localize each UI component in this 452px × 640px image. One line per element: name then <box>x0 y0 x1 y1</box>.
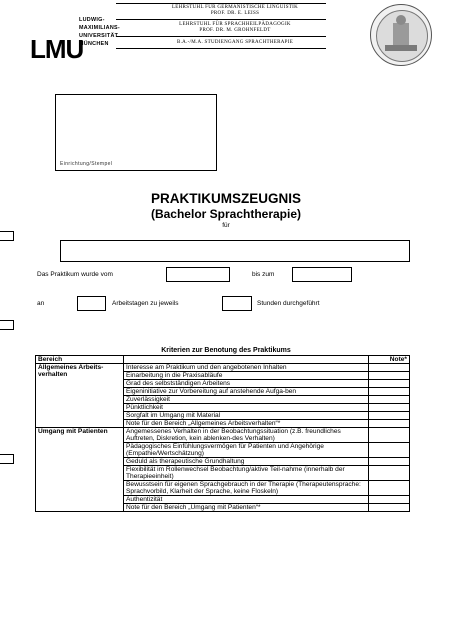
criterion-cell: Geduld als therapeutische Grundhaltung <box>124 458 369 466</box>
document-subtitle: (Bachelor Sprachtherapie) <box>150 207 302 221</box>
fuer-label: für <box>222 222 230 229</box>
criterion-cell: Angemessenes Verhalten in der Beobachtungssituation (z.B. freundliches Auftreten, Diskretion, kein ablenken-des Verhalten) <box>124 428 369 443</box>
grade-field[interactable] <box>369 372 410 380</box>
criterion-cell: Interesse am Praktikum und den angebotenen Inhalten <box>124 364 369 372</box>
table-row <box>36 364 410 372</box>
header-rule-3 <box>116 48 326 49</box>
section-label: Allgemeines Arbeits-verhalten <box>36 364 124 428</box>
university-name: LUDWIG- MAXIMILIANS- UNIVERSITÄT MÜNCHEN <box>79 17 121 47</box>
until-label: bis zum <box>252 271 275 278</box>
grade-field[interactable] <box>369 458 410 466</box>
table-row <box>36 428 410 443</box>
section-label: Umgang mit Patienten <box>36 428 124 512</box>
document-title: PRAKTIKUMSZEUGNIS <box>150 191 301 206</box>
criterion-cell: Note für den Bereich „Allgemeines Arbeitsverhalten“* <box>124 420 369 428</box>
table-caption: Kriterien zur Benotung des Praktikums <box>161 347 291 354</box>
grade-field[interactable] <box>369 404 410 412</box>
workdays-label: Arbeitstagen zu jeweils <box>112 300 179 307</box>
grade-field[interactable] <box>369 496 410 504</box>
criterion-cell: Flexibilität im Rollenwechsel Beobachtung/aktive Teil-nahme (innerhalb der Therapieeinheit) <box>124 466 369 481</box>
header-rule-1 <box>116 19 326 20</box>
lmu-logo: LMU <box>30 34 84 64</box>
criterion-cell: Einarbeitung in die Praxisabläufe <box>124 372 369 380</box>
workdays-field[interactable] <box>77 296 106 311</box>
start-date-field[interactable] <box>166 267 230 282</box>
stamp-box[interactable] <box>55 94 217 171</box>
on-label: an <box>37 300 45 307</box>
grade-field[interactable] <box>369 466 410 481</box>
criteria-table <box>35 355 410 512</box>
university-seal-icon <box>370 4 432 66</box>
period-label: Das Praktikum wurde vom <box>37 271 113 278</box>
criterion-cell: Sorgfalt im Umgang mit Material <box>124 412 369 420</box>
col-header-bereich: Bereich <box>36 356 124 364</box>
criterion-cell: Grad des selbstständigen Arbeitens <box>124 380 369 388</box>
grade-field[interactable] <box>369 481 410 496</box>
dept-sprachheil: LEHRSTUHL FÜR SPRACHHEILPÄDAGOGIK PROF. DR. M. GROHNFELDT <box>179 22 291 33</box>
end-date-field[interactable] <box>292 267 352 282</box>
grade-field[interactable] <box>369 504 410 512</box>
grade-field[interactable] <box>369 412 410 420</box>
criterion-cell: Pünktlichkeit <box>124 404 369 412</box>
criterion-cell: Authentizität <box>124 496 369 504</box>
criterion-cell: Zuverlässigkeit <box>124 396 369 404</box>
punch-mark <box>0 320 14 330</box>
col-header-note: Note* <box>369 356 410 364</box>
punch-mark <box>0 454 14 464</box>
grade-field[interactable] <box>369 428 410 443</box>
header-rule-top <box>116 3 326 4</box>
student-name-field[interactable] <box>60 240 410 262</box>
grade-field[interactable] <box>369 380 410 388</box>
grade-field[interactable] <box>369 364 410 372</box>
hours-field[interactable] <box>222 296 252 311</box>
hours-label: Stunden durchgeführt <box>257 300 320 307</box>
table-header-row <box>36 356 410 364</box>
col-header-criterion <box>124 356 369 364</box>
grade-field[interactable] <box>369 396 410 404</box>
grade-field[interactable] <box>369 443 410 458</box>
stamp-label: Einrichtung/Stempel <box>60 161 113 167</box>
punch-mark <box>0 231 14 241</box>
criterion-cell: Eigeninitiative zur Vorbereitung auf anstehende Aufga-ben <box>124 388 369 396</box>
criterion-cell: Note für den Bereich „Umgang mit Patienten“* <box>124 504 369 512</box>
header-rule-2 <box>116 36 326 37</box>
criterion-cell: Bewusstsein für eigenen Sprachgebrauch in der Therapie (Therapeutensprache: Sprachvorbild, Klarheit der Sprache, keine Floskeln) <box>124 481 369 496</box>
dept-program: B.A.-/M.A. STUDIENGANG SPRACHTHERAPIE <box>176 40 294 45</box>
dept-linguistics: LEHRSTUHL FÜR GERMANISTISCHE LINGUISTIK PROF. DR. E. LEISS <box>171 5 299 16</box>
grade-field[interactable] <box>369 388 410 396</box>
criterion-cell: Pädagogisches Einfühlungsvermögen für Patienten und Angehörige (Empathie/Wertschätzung) <box>124 443 369 458</box>
grade-field[interactable] <box>369 420 410 428</box>
